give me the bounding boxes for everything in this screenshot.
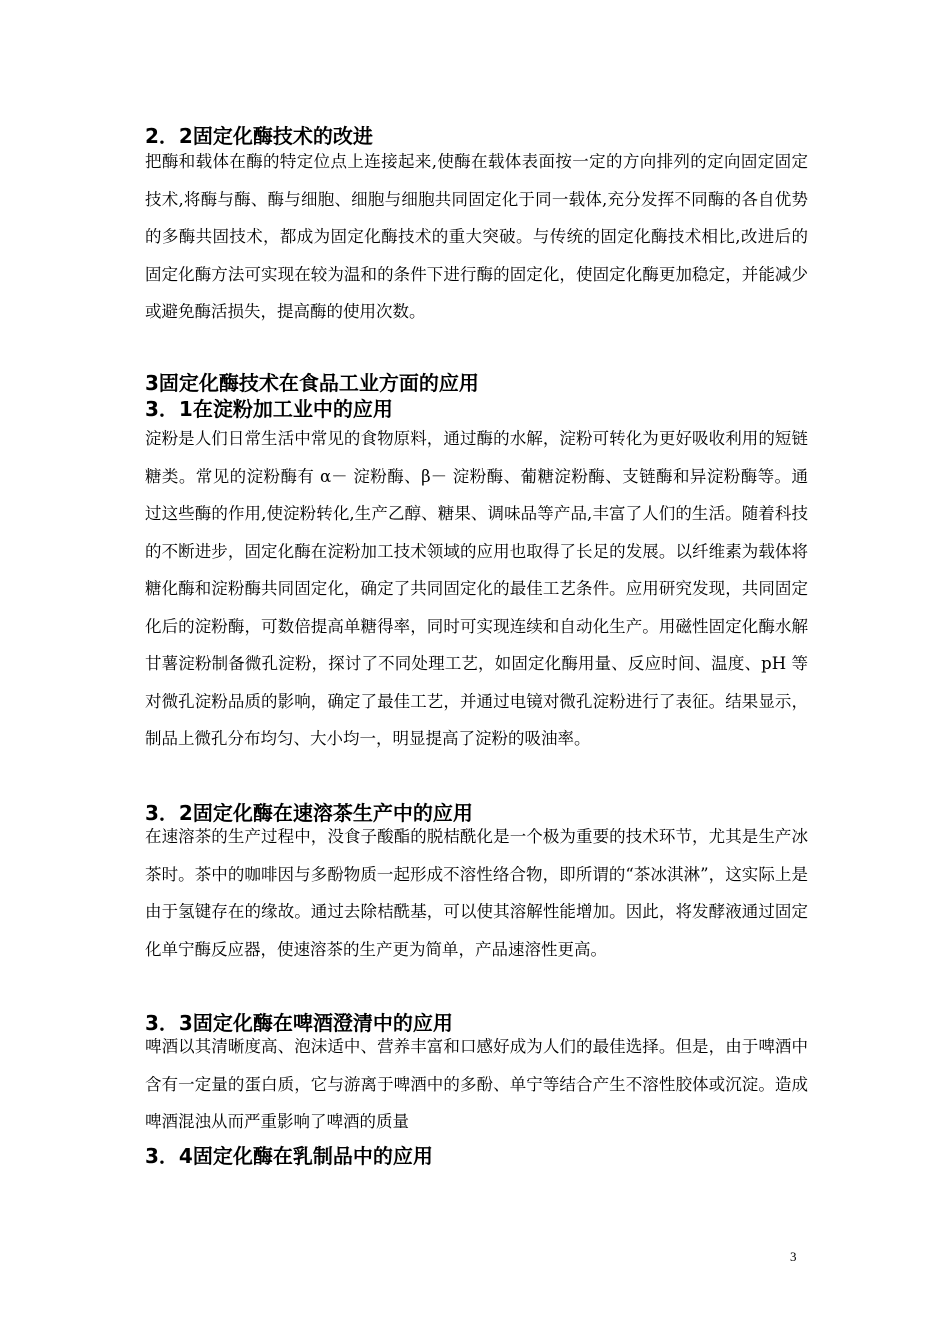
section-heading-3-3: 3．3固定化酶在啤酒澄清中的应用: [145, 1011, 453, 1035]
paragraph-3-2: 在速溶茶的生产过程中，没食子酸酯的脱桔酰化是一个极为重要的技术环节，尤其是生产冰茶时。茶中的咖啡因与多酚物质一起形成不溶性络合物，即所谓的“茶冰淇淋”，这实际上是由于氢键存在的缘故。通过去除桔酰基，可以使其溶解性能增加。因此，将发酵液通过固定化单宁酶反应器，使速溶茶的生产更为简单，产品速溶性更高。: [145, 827, 808, 959]
section-heading-3-1: 3．1在淀粉加工业中的应用: [145, 397, 393, 421]
paragraph-2-2: 把酶和载体在酶的特定位点上连接起来,使酶在载体表面按一定的方向排列的定向固定固定技术,将酶与酶、酶与细胞、细胞与细胞共同固定化于同一载体,充分发挥不同酶的各自优势的多酶共固技术，都成为固定化酶技术的重大突破。与传统的固定化酶技术相比,改进后的固定化酶方法可实现在较为温和的条件下进行酶的固定化，使固定化酶更加稳定，并能减少或避免酶活损失，提高酶的使用次数。: [145, 152, 808, 321]
section-heading-3: 3固定化酶技术在食品工业方面的应用: [145, 371, 479, 395]
section-heading-2-2: 2．2固定化酶技术的改进: [145, 124, 373, 148]
section-heading-3-4: 3．4固定化酶在乳制品中的应用: [145, 1144, 433, 1168]
paragraph-3-1: 淀粉是人们日常生活中常见的食物原料，通过酶的水解，淀粉可转化为更好吸收利用的短链糖类。常见的淀粉酶有 α－ 淀粉酶、β－ 淀粉酶、葡糖淀粉酶、支链酶和异淀粉酶等。通过这些酶的作用,使淀粉转化,生产乙醇、糖果、调味品等产品,丰富了人们的生活。随着科技的不断进步，固定化酶在淀粉加工技术领域的应用也取得了长足的发展。以纤维素为载体将糖化酶和淀粉酶共同固定化，确定了共同固定化的最佳工艺条件。应用研究发现，共同固定化后的淀粉酶，可数倍提高单糖得率，同时可实现连续和自动化生产。用磁性固定化酶水解甘薯淀粉制备微孔淀粉，探讨了不同处理工艺，如固定化酶用量、反应时间、温度、pH 等对微孔淀粉品质的影响，确定了最佳工艺，并通过电镜对微孔淀粉进行了表征。结果显示，制品上微孔分布均匀、大小均一，明显提高了淀粉的吸油率。: [145, 429, 808, 748]
page-number: 3: [790, 1249, 797, 1264]
paragraph-3-3: 啤酒以其清晰度高、泡沫适中、营养丰富和口感好成为人们的最佳选择。但是，由于啤酒中含有一定量的蛋白质，它与游离于啤酒中的多酚、单宁等结合产生不溶性胶体或沉淀。造成啤酒混浊从而严重影响了啤酒的质量: [145, 1037, 808, 1131]
section-heading-3-2: 3．2固定化酶在速溶茶生产中的应用: [145, 801, 473, 825]
